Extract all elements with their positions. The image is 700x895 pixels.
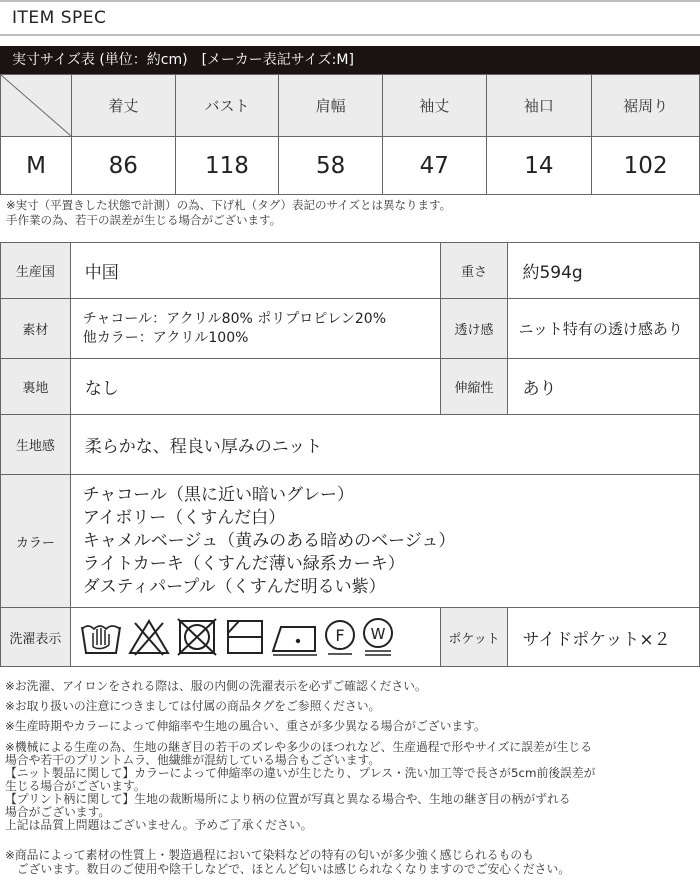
note-line: ※お洗濯、アイロンをされる際は、服の内側の洗濯表示を必ずご確認ください。 — [5, 679, 427, 693]
spec-table — [0, 242, 700, 667]
pocket-label: ポケット — [440, 608, 508, 667]
lining-label: 裏地 — [1, 359, 71, 415]
no-bleach-icon — [127, 617, 171, 657]
material-value — [70, 299, 440, 359]
note-line: ※機械による生産の為、生地の継ぎ目の若干のズレや多少のほつれなど、生産過程で形やサイズに誤差が生じる — [5, 740, 592, 754]
wet-clean-letter: W — [370, 625, 386, 643]
origin-value: 中国 — [70, 243, 440, 299]
diagonal-corner-cell — [1, 75, 72, 137]
note-line: 場合がございます。 — [5, 805, 111, 819]
note-line: ございます。数日のご使用や陰干しなどで、ほとんど匂いは感じられなくなりますのでご安心ください。 — [5, 862, 571, 876]
pocket-value: サイドポケット×２ — [508, 608, 700, 667]
size-row-label: M — [1, 137, 72, 195]
color-item: ダスティパープル（くすんだ明るい紫） — [82, 576, 386, 597]
hand-wash-icon — [79, 617, 123, 657]
material-label: 素材 — [1, 299, 71, 359]
size-value: 58 — [279, 137, 383, 195]
no-tumble-dry-icon — [175, 617, 219, 657]
size-table-header: 実寸サイズ表 (単位：約cm) [メーカー表記サイズ:M] — [0, 46, 700, 74]
size-value: 14 — [486, 137, 592, 195]
low-iron-icon — [271, 617, 319, 657]
item-spec-title-bar — [0, 0, 700, 36]
note-line: ※生産時期やカラーによって伸縮率や生地の風合い、重さが多少異なる場合がございます。 — [5, 719, 486, 733]
column-header: 袖口 — [486, 75, 592, 137]
column-header: 袖丈 — [382, 75, 486, 137]
column-header: 裾周り — [592, 75, 700, 137]
size-note: ※実寸（平置きした状態で計測）の為、下げ札（タグ）表記のサイズとは異なります。 — [6, 198, 452, 212]
column-header: バスト — [175, 75, 279, 137]
dry-clean-letter: F — [335, 626, 345, 645]
care-label: 洗濯表示 — [1, 608, 71, 667]
dry-clean-f-icon — [323, 617, 357, 657]
color-label: カラー — [1, 475, 71, 608]
diagonal-line-icon — [1, 75, 71, 136]
note-line: 【ニット製品に関して】カラーによって伸縮率の違いが生じたり、プレス・洗い加工等で長さが5cm前後誤差が — [5, 766, 596, 780]
size-table — [0, 74, 700, 195]
flat-dry-icon — [223, 617, 267, 657]
column-header: 肩幅 — [279, 75, 383, 137]
note-line: 【プリント柄に関して】生地の裁断場所により柄の位置が写真と異なる場合や、生地の継ぎ目の柄がずれる — [5, 792, 571, 806]
material-line: チャコール：アクリル80% ポリプロピレン20% — [82, 310, 387, 327]
size-note: 手作業の為、若干の誤差が生じる場合がございます。 — [6, 213, 282, 227]
texture-label: 生地感 — [1, 415, 71, 475]
origin-label: 生産国 — [1, 243, 71, 299]
stretch-label: 伸縮性 — [440, 359, 508, 415]
weight-label: 重さ — [440, 243, 508, 299]
note-line: ※お取り扱いの注意につきましては付属の商品タグをご参照ください。 — [5, 699, 381, 713]
stretch-value: あり — [508, 359, 700, 415]
care-icons-cell — [70, 608, 440, 667]
lining-value: なし — [70, 359, 440, 415]
texture-value: 柔らかな、程良い厚みのニット — [70, 415, 699, 475]
size-value: 118 — [175, 137, 279, 195]
size-value: 47 — [382, 137, 486, 195]
note-line: 場合や若干のプリントムラ、他繊維が混紡している場合もございます。 — [5, 753, 381, 767]
size-notes — [6, 198, 451, 228]
color-item: チャコール（黒に近い暗いグレー） — [82, 484, 354, 505]
color-item: アイボリー（くすんだ白） — [82, 507, 286, 528]
note-line: ※商品によって素材の性質上・製造過程において染料などの特有の匂いが多少強く感じられるものも — [5, 848, 534, 862]
note-line: 上記は品質上問題はございません。予めご了承ください。 — [5, 818, 313, 832]
note-line: 生じる場合がございます。 — [5, 779, 146, 793]
column-header: 着丈 — [72, 75, 176, 137]
wet-clean-w-icon — [361, 617, 395, 657]
sheer-value: ニット特有の透け感あり — [508, 299, 700, 359]
color-item: キャメルベージュ（黄みのある暗めのベージュ） — [82, 530, 456, 551]
size-value: 102 — [592, 137, 700, 195]
material-line: 他カラー：アクリル100% — [82, 329, 249, 346]
color-item: ライトカーキ（くすんだ薄い緑系カーキ） — [82, 553, 405, 574]
weight-value: 約594g — [508, 243, 700, 299]
page-title: ITEM SPEC — [12, 8, 107, 28]
size-value: 86 — [72, 137, 176, 195]
sheer-label: 透け感 — [440, 299, 508, 359]
color-list — [70, 475, 699, 608]
